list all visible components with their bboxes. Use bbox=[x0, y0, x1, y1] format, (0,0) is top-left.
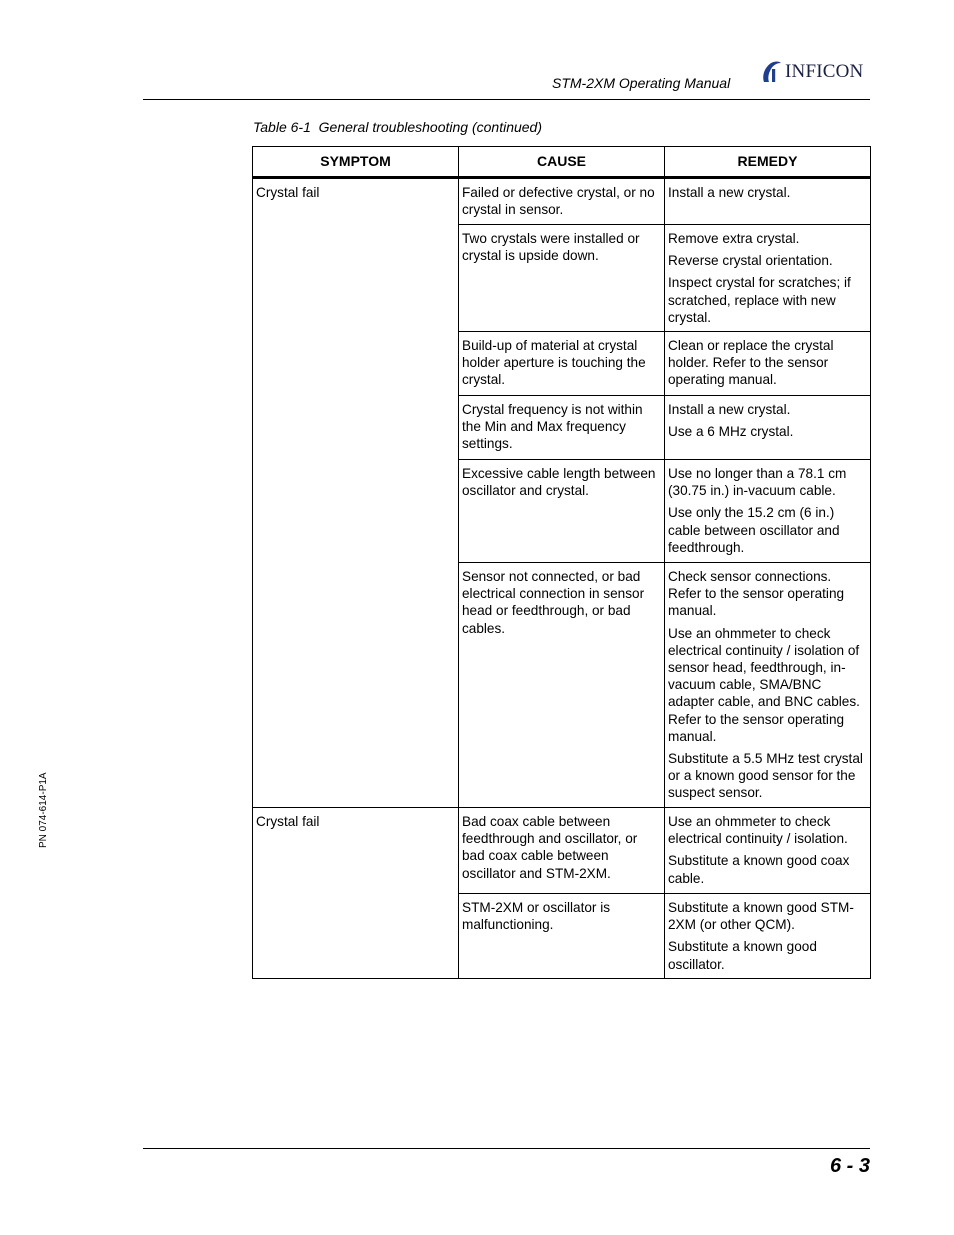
table-header-row bbox=[253, 147, 871, 178]
page-number: 6 - 3 bbox=[829, 1155, 870, 1177]
table-row bbox=[253, 178, 871, 225]
running-header-title: STM-2XM Operating Manual bbox=[552, 75, 731, 91]
remedy-cell: Use no longer than a 78.1 cm (30.75 in.) in-vacuum cable. Use only the 15.2 cm (6 in.) cable between oscillator and feedthrough. bbox=[665, 460, 871, 563]
table-caption: Table 6-1 General troubleshooting (continued) bbox=[253, 119, 543, 135]
cause-cell: Bad coax cable between feedthrough and oscillator, or bad coax cable between oscillator and STM-2XM. bbox=[459, 808, 665, 894]
remedy-cell: Substitute a known good STM-2XM (or other QCM). Substitute a known good oscillator. bbox=[665, 894, 871, 979]
table-row bbox=[253, 808, 871, 894]
inficon-logo-icon bbox=[760, 60, 782, 84]
remedy-cell: Install a new crystal. bbox=[665, 178, 871, 225]
symptom-cell: Crystal fail bbox=[253, 808, 459, 979]
cause-cell: Build-up of material at crystal holder aperture is touching the crystal. bbox=[459, 332, 665, 396]
cause-cell: Excessive cable length between oscillator and crystal. bbox=[459, 460, 665, 563]
remedy-cell: Check sensor connections. Refer to the sensor operating manual. Use an ohmmeter to check electrical continuity / isolation of sensor head, feedthrough, in-vacuum cable, SMA/BNC adapter cable, and BNC cables. Refer to the sensor operating manual. Substitute a 5.5 MHz test crystal or a known good sensor for the suspect sensor. bbox=[665, 563, 871, 808]
cause-cell: Two crystals were installed or crystal is upside down. bbox=[459, 225, 665, 332]
footer-rule bbox=[143, 1148, 870, 1149]
remedy-cell: Remove extra crystal. Reverse crystal orientation. Inspect crystal for scratches; if scratched, replace with new crystal. bbox=[665, 225, 871, 332]
cause-cell: Crystal frequency is not within the Min and Max frequency settings. bbox=[459, 396, 665, 460]
remedy-cell: Use an ohmmeter to check electrical continuity / isolation. Substitute a known good coax cable. bbox=[665, 808, 871, 894]
logo-text: INFICON bbox=[785, 61, 864, 82]
symptom-cell: Crystal fail bbox=[253, 178, 459, 808]
inficon-logo bbox=[760, 60, 863, 84]
cause-cell: Failed or defective crystal, or no crystal in sensor. bbox=[459, 178, 665, 225]
column-header-symptom: SYMPTOM bbox=[253, 147, 459, 178]
header-rule bbox=[143, 99, 870, 100]
column-header-remedy: REMEDY bbox=[665, 147, 871, 178]
cause-cell: Sensor not connected, or bad electrical connection in sensor head or feedthrough, or bad cables. bbox=[459, 563, 665, 808]
remedy-cell: Clean or replace the crystal holder. Refer to the sensor operating manual. bbox=[665, 332, 871, 396]
remedy-cell: Install a new crystal. Use a 6 MHz crystal. bbox=[665, 396, 871, 460]
column-header-cause: CAUSE bbox=[459, 147, 665, 178]
troubleshooting-table bbox=[252, 146, 871, 979]
part-number: PN 074-614-P1A bbox=[38, 772, 49, 848]
cause-cell: STM-2XM or oscillator is malfunctioning. bbox=[459, 894, 665, 979]
